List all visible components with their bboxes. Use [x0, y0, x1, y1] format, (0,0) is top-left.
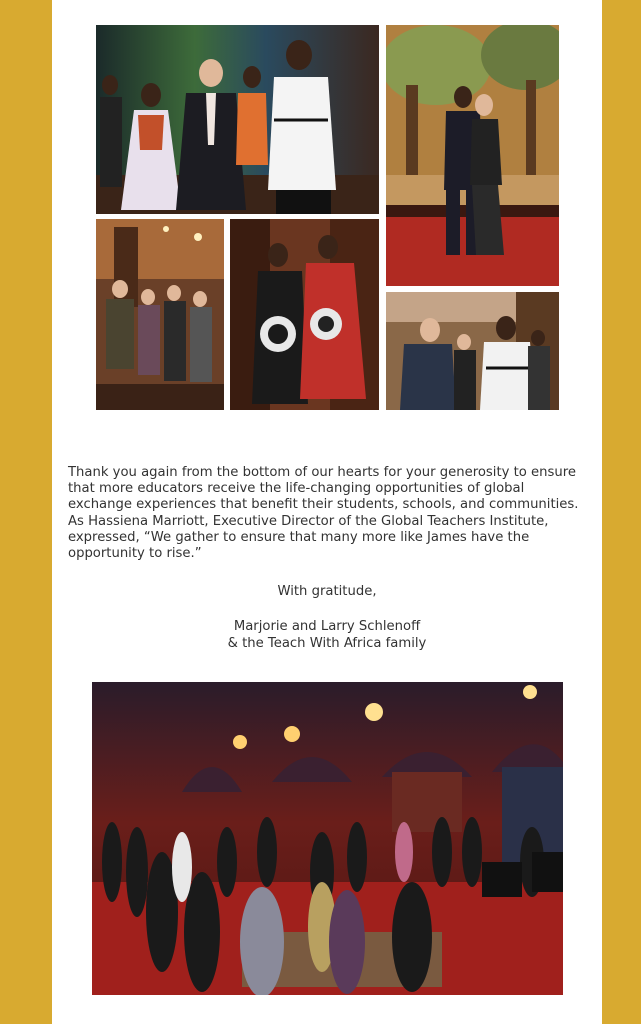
photo-reception-conversation [386, 292, 559, 410]
photo-hallway-group [96, 219, 224, 410]
photo-stage-couple [386, 25, 559, 286]
letter-body: Thank you again from the bottom of our hearts for your generosity to ensure that more educators receive the life-changing opportunities of global exchange experiences that benefit their students, schools, and communities. As Hassiena Marriott, Executive Director of the Global Teachers Institute, expressed, “We gather to ensure that many more like James have the opportunity to rise.” [68, 465, 579, 562]
photo-performer-group [96, 25, 379, 214]
photo-traditional-dress [230, 219, 379, 410]
closing-line: With gratitude, [277, 584, 377, 599]
signature-organization: & the Teach With Africa family [227, 636, 427, 651]
photo-grand-hall-reception [92, 682, 563, 995]
signature-names: Marjorie and Larry Schlenoff [233, 619, 421, 634]
